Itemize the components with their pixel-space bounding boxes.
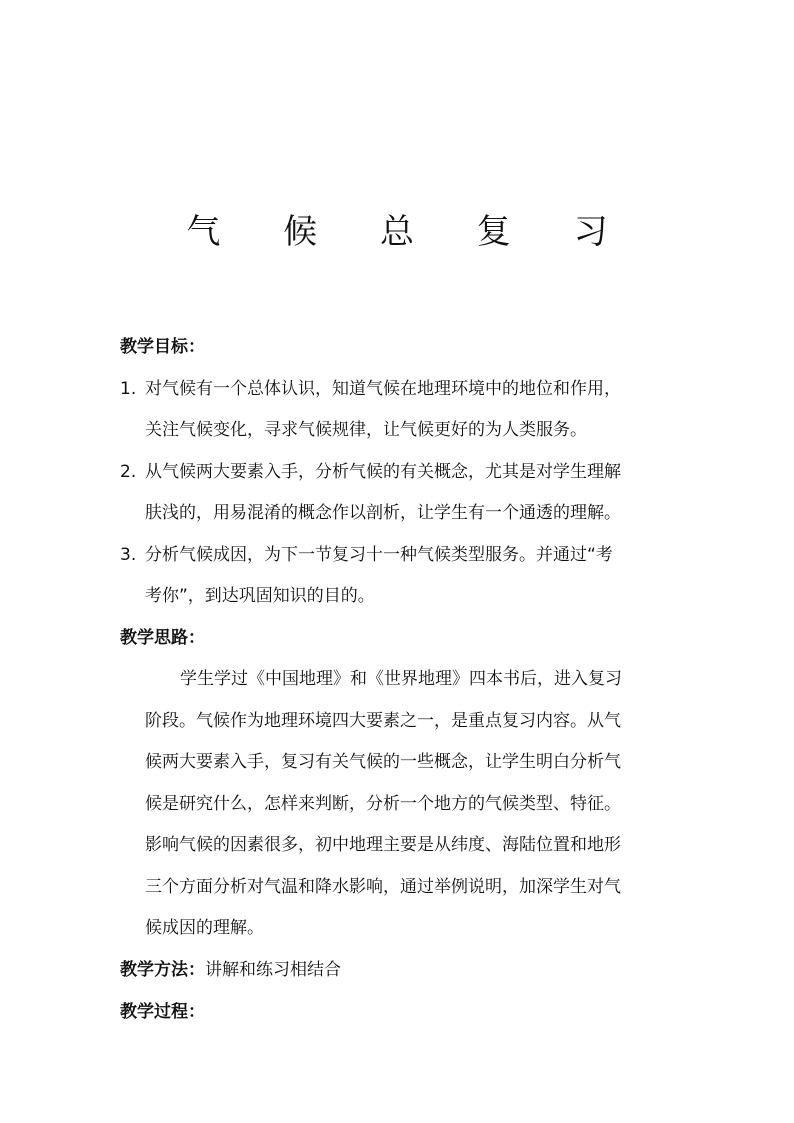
page-title: 气 候 总 复 习 bbox=[186, 212, 634, 252]
objective-item-1-number: 1. bbox=[120, 379, 137, 399]
method-text: 讲解和练习相结合 bbox=[205, 960, 341, 980]
approach-line-1: 学生学过《中国地理》和《世界地理》四本书后，进入复习 bbox=[180, 669, 622, 689]
objective-item-3-line-1 bbox=[120, 543, 680, 567]
objective-item-2-text-2: 肤浅的，用易混淆的概念作以剖析，让学生有一个通透的理解。 bbox=[145, 503, 621, 523]
approach-line-4: 候是研究什么，怎样来判断，分析一个地方的气候类型、特征。 bbox=[145, 794, 621, 814]
objective-item-3-number: 3. bbox=[120, 545, 137, 565]
process-heading: 教学过程： bbox=[120, 1002, 205, 1022]
objective-item-2-text-1: 从气候两大要素入手，分析气候的有关概念，尤其是对学生理解 bbox=[145, 462, 621, 482]
approach-heading: 教学思路： bbox=[120, 628, 205, 648]
approach-line-2: 阶段。气候作为地理环境四大要素之一，是重点复习内容。从气 bbox=[145, 711, 621, 731]
approach-line-3: 候两大要素入手，复习有关气候的一些概念，让学生明白分析气 bbox=[145, 752, 621, 772]
objective-item-1-text-2: 关注气候变化，寻求气候规律，让气候更好的为人类服务。 bbox=[145, 420, 587, 440]
objective-item-1-text-1: 对气候有一个总体认识，知道气候在地理环境中的地位和作用， bbox=[145, 379, 621, 399]
method-line bbox=[120, 958, 680, 982]
approach-line-5: 影响气候的因素很多，初中地理主要是从纬度、海陆位置和地形 bbox=[145, 835, 621, 855]
objective-item-2-line-1 bbox=[120, 460, 680, 484]
objectives-heading: 教学目标： bbox=[120, 337, 205, 357]
objective-item-3-text-1: 分析气候成因，为下一节复习十一种气候类型服务。并通过“考 bbox=[145, 545, 613, 565]
approach-line-6: 三个方面分析对气温和降水影响，通过举例说明，加深学生对气 bbox=[145, 877, 621, 897]
method-heading: 教学方法： bbox=[120, 960, 205, 980]
objective-item-3-text-2: 考你”，到达巩固知识的目的。 bbox=[145, 586, 375, 606]
approach-line-7: 候成因的理解。 bbox=[145, 918, 264, 938]
objective-item-2-number: 2. bbox=[120, 462, 137, 482]
objective-item-1-line-1 bbox=[120, 377, 680, 401]
